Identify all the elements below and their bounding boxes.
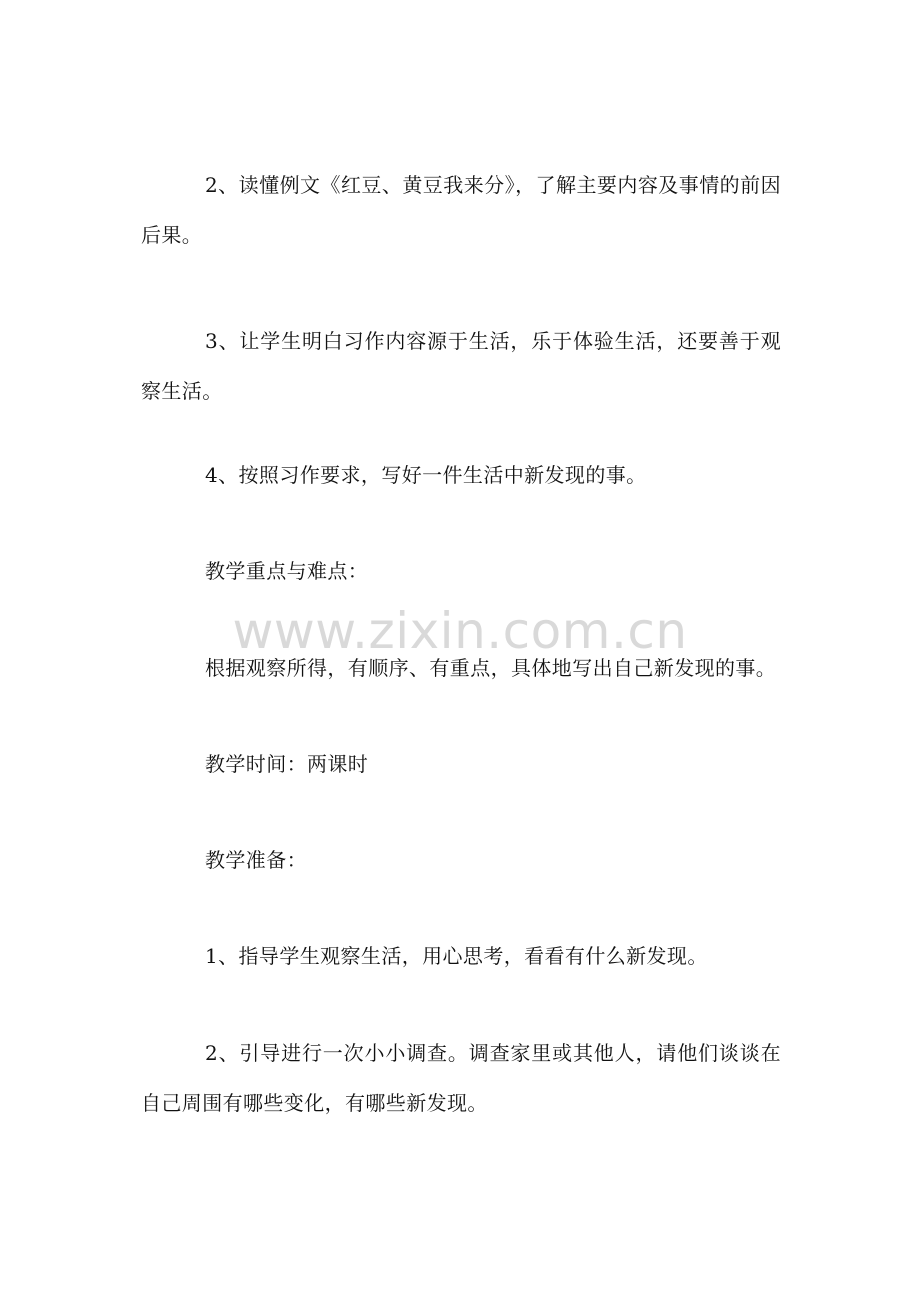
paragraph-preparation-1: 1、指导学生观察生活，用心思考，看看有什么新发现。 xyxy=(205,944,708,968)
watermark: www.zixin.com.cn xyxy=(232,602,688,660)
heading-key-points: 教学重点与难点： xyxy=(205,559,369,583)
paragraph-key-points: 根据观察所得，有顺序、有重点，具体地写出自己新发现的事。 xyxy=(205,656,777,680)
paragraph-objective-4: 4、按照习作要求，写好一件生活中新发现的事。 xyxy=(205,463,647,487)
paragraph-objective-2: 2、读懂例文《红豆、黄豆我来分》，了解主要内容及事情的前因后果。 xyxy=(141,173,781,247)
paragraph-teaching-time: 教学时间：两课时 xyxy=(205,752,369,776)
heading-preparation: 教学准备： xyxy=(205,848,307,872)
paragraph-objective-3: 3、让学生明白习作内容源于生活，乐于体验生活，还要善于观察生活。 xyxy=(141,329,781,403)
paragraph-preparation-2: 2、引导进行一次小小调查。调查家里或其他人，请他们谈谈在自己周围有哪些变化，有哪些新发现。 xyxy=(141,1041,781,1115)
